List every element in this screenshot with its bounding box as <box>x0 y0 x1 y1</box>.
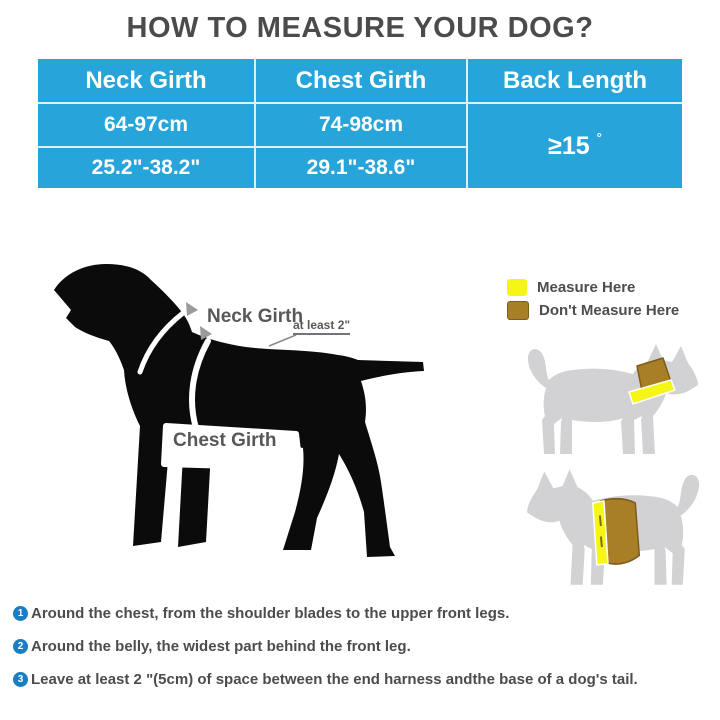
page-title: HOW TO MEASURE YOUR DOG? <box>126 12 594 44</box>
measure-here-label: Measure Here <box>537 279 636 296</box>
note-text: Leave at least 2 "(5cm) of space between the end harness andthe base of a dog's tail. <box>31 671 638 688</box>
chest-girth-cm-cell: 74-98cm <box>254 102 466 146</box>
note-text: Around the belly, the widest part behind the front leg. <box>31 638 411 655</box>
small-dog-neck-diagram <box>525 336 705 458</box>
measure-here-swatch <box>507 279 527 296</box>
note-item <box>13 604 715 623</box>
note-item <box>13 637 715 656</box>
note-text: Around the chest, from the shoulder blades to the upper front legs. <box>31 605 510 622</box>
small-dog-chest-diagram <box>520 461 702 589</box>
chest-girth-inch-cell: 29.1"-38.6" <box>254 146 466 188</box>
legend-row-dont-measure <box>507 299 679 322</box>
clearance-label: at least 2" <box>293 318 350 335</box>
back-length-value: ≥15 <box>548 131 590 160</box>
degree-symbol: ° <box>596 129 602 145</box>
clearance-pointer-line <box>269 335 296 346</box>
note-number-badge: 2 <box>13 639 28 654</box>
strap-arrow-icon <box>186 302 198 316</box>
large-dog-diagram <box>40 250 480 600</box>
column-header-chest-girth: Chest Girth <box>254 59 466 102</box>
note-number-badge: 3 <box>13 672 28 687</box>
measuring-notes <box>13 604 715 703</box>
back-length-cell <box>466 102 682 188</box>
column-header-back-length: Back Length <box>466 59 682 102</box>
chest-girth-label: Chest Girth <box>173 430 277 451</box>
legend-row-measure <box>507 276 679 299</box>
small-dog-silhouette <box>528 344 698 454</box>
legend <box>507 276 679 322</box>
neck-girth-inch-cell: 25.2"-38.2" <box>38 146 254 188</box>
size-table <box>38 59 682 188</box>
neck-girth-cm-cell: 64-97cm <box>38 102 254 146</box>
note-item <box>13 670 715 689</box>
neck-girth-label: Neck Girth <box>207 306 304 327</box>
note-number-badge: 1 <box>13 606 28 621</box>
dont-measure-here-swatch <box>507 301 529 320</box>
column-header-neck-girth: Neck Girth <box>85 66 207 94</box>
dont-measure-here-label: Don't Measure Here <box>539 302 680 319</box>
